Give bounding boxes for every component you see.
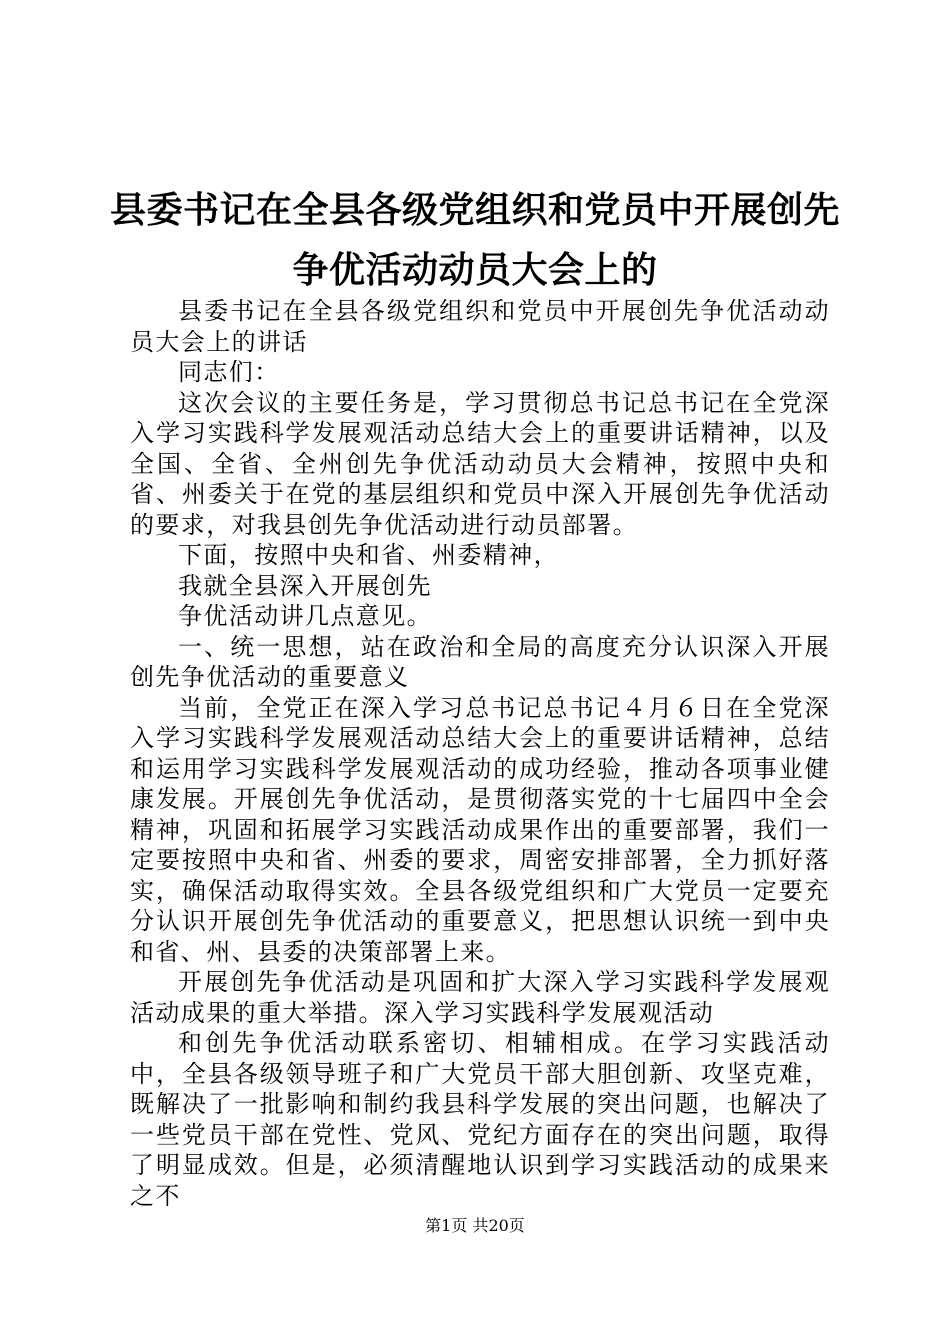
paragraph-salutation: 同志们： [178,358,280,386]
section-heading: 一、统一思想，站在政治和全局的高度充分认识深入开展创先争优活动的重要意义 [130,632,830,691]
paragraph: 我就全县深入开展创先 [178,571,432,600]
paragraph: 当前，全党正在深入学习总书记总书记４月６日在全党深入学习实践科学发展观活动总结大会上的重要讲话精神，总结和运用学习实践科学发展观活动的成功经验，推动各项事业健康发展。开展创先争优活动，是贯彻落实党的十七届四中全会精神，巩固和拓展学习实践活动成果作出的重要部署，我们一定要按照中央和省、州委的要求，周密安排部署，全力抓好落实，确保活动取得实效。全县各级党组织和广大党员一定要充分认识开展创先争优活动的重要意义，把思想认识统一到中央和省、州、县委的决策部署上来。 [130,693,830,966]
paragraph: 这次会议的主要任务是，学习贯彻总书记总书记在全党深入学习实践科学发展观活动总结大会上的重要讲话精神，以及全国、全省、全州创先争优活动动员大会精神，按照中央和省、州委关于在党的基层组织和党员中深入开展创先争优活动的要求，对我县创先争优活动进行动员部署。 [130,388,830,539]
document-body [130,296,830,1211]
document-title-line-1: 县委书记在全县各级党组织和党员中开展创先 [110,189,841,231]
paragraph-heading: 县委书记在全县各级党组织和党员中开展创先争优活动动员大会上的讲话 [130,297,830,356]
paragraph: 开展创先争优活动是巩固和扩大深入学习实践科学发展观活动成果的重大举措。深入学习实践科学发展观活动 [130,968,830,1027]
page-footer: 第1页 共20页 [425,1216,525,1235]
paragraph: 下面，按照中央和省、州委精神， [178,541,559,569]
document-title-line-2: 争优活动动员大会上的 [292,249,658,291]
paragraph: 和创先争优活动联系密切、相辅相成。在学习实践活动中，全县各级领导班子和广大党员干部大胆创新、攻坚克难，既解决了一批影响和制约我县科学发展的突出问题，也解决了一些党员干部在党性、党风、党纪方面存在的突出问题，取得了明显成效。但是，必须清醒地认识到学习实践活动的成果来之不 [130,1029,830,1210]
paragraph: 争优活动讲几点意见。 [178,602,432,630]
